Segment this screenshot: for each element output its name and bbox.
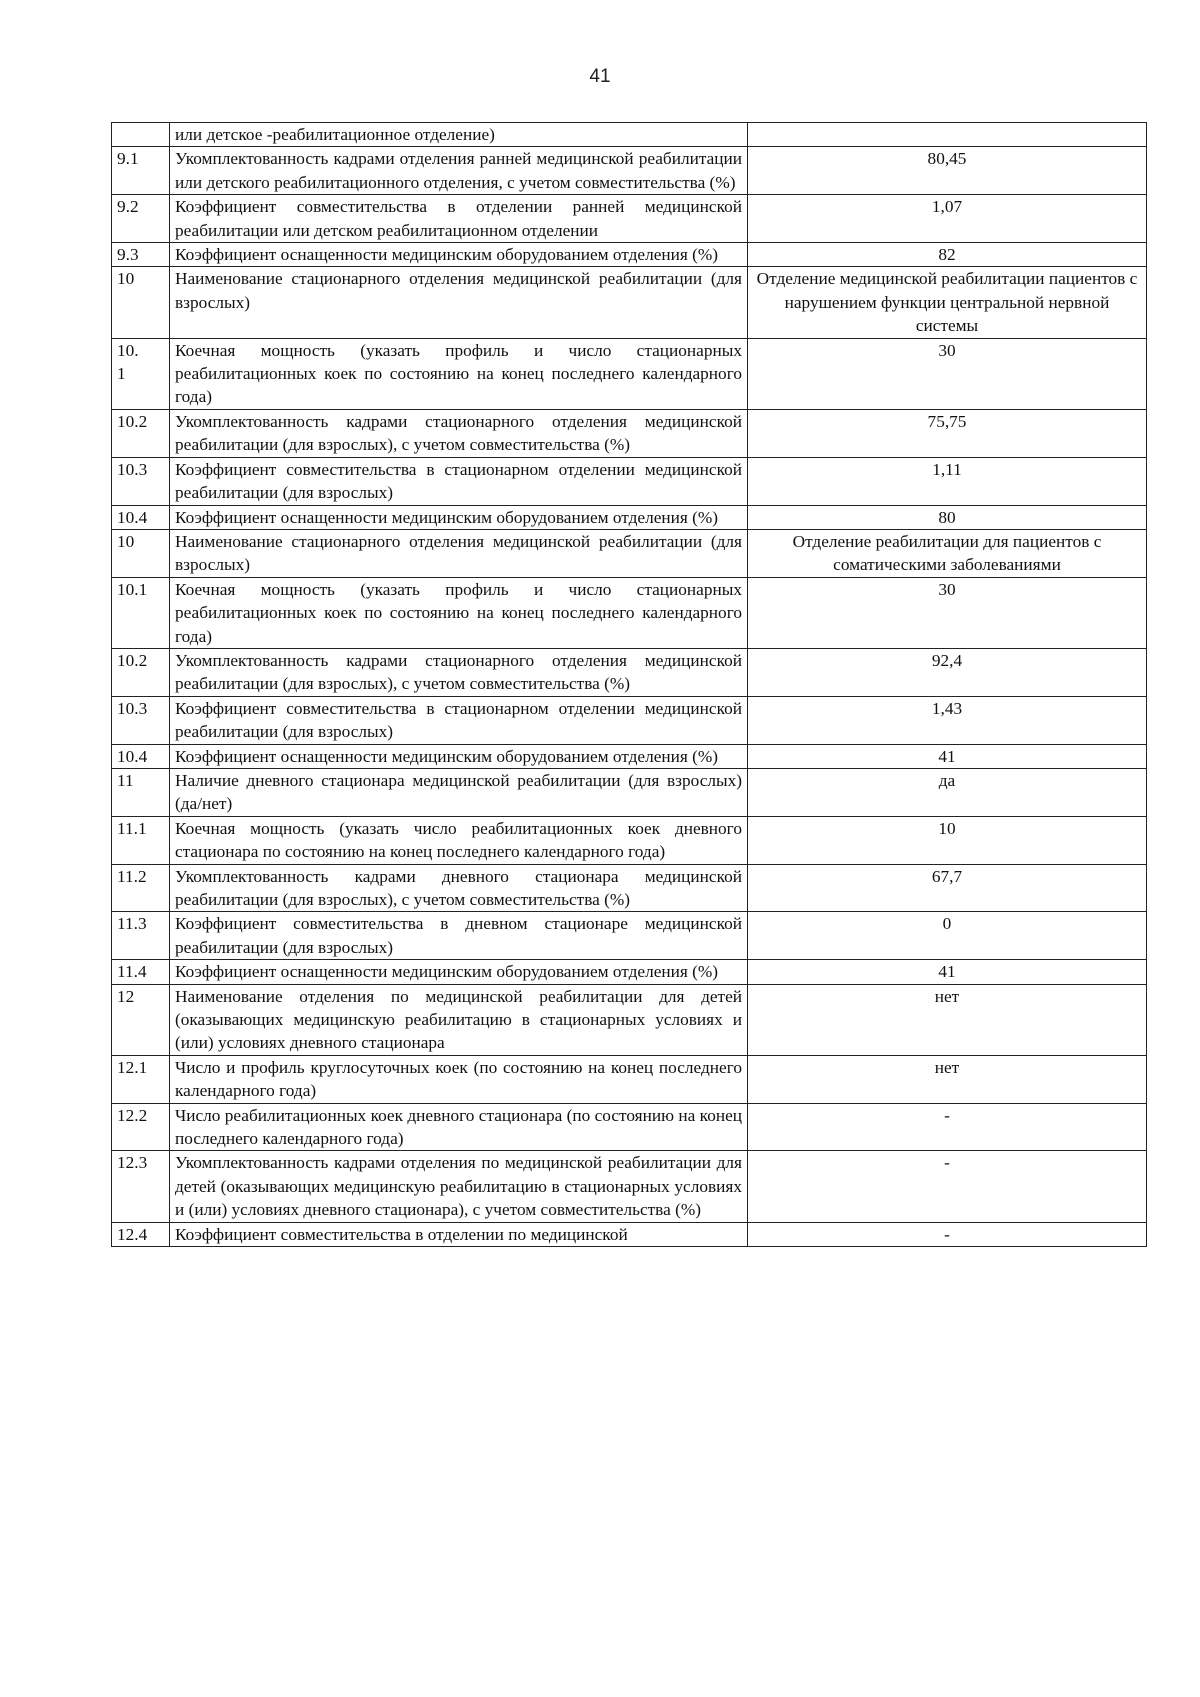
indicator-description: Укомплектованность кадрами дневного стационара медицинской реабилитации (для взрослых), с учетом совместительства (%) bbox=[170, 864, 748, 912]
row-number: 11 bbox=[112, 768, 170, 816]
row-number: 9.3 bbox=[112, 243, 170, 267]
indicator-value: 0 bbox=[748, 912, 1147, 960]
table-row bbox=[112, 338, 1147, 409]
table-row bbox=[112, 195, 1147, 243]
table-row bbox=[112, 505, 1147, 529]
indicator-value: Отделение реабилитации для пациентов с соматическими заболеваниями bbox=[748, 529, 1147, 577]
table-row bbox=[112, 984, 1147, 1055]
table-row bbox=[112, 816, 1147, 864]
page-number: 41 bbox=[589, 66, 611, 87]
table-row bbox=[112, 457, 1147, 505]
table-row bbox=[112, 1055, 1147, 1103]
indicator-description: Коэффициент оснащенности медицинским оборудованием отделения (%) bbox=[170, 744, 748, 768]
row-number: 11.4 bbox=[112, 960, 170, 984]
table-row bbox=[112, 912, 1147, 960]
indicator-description: Укомплектованность кадрами стационарного отделения медицинской реабилитации (для взрослых), с учетом совместительства (%) bbox=[170, 648, 748, 696]
indicator-description: Коэффициент оснащенности медицинским оборудованием отделения (%) bbox=[170, 960, 748, 984]
indicator-value: 80,45 bbox=[748, 147, 1147, 195]
table-row bbox=[112, 768, 1147, 816]
table-row bbox=[112, 123, 1147, 147]
table-row bbox=[112, 529, 1147, 577]
indicator-value: - bbox=[748, 1151, 1147, 1222]
row-number: 10.2 bbox=[112, 409, 170, 457]
row-number: 10.1 bbox=[112, 577, 170, 648]
indicator-value: 30 bbox=[748, 338, 1147, 409]
indicator-value: 1,11 bbox=[748, 457, 1147, 505]
row-number: 11.2 bbox=[112, 864, 170, 912]
row-number: 11.3 bbox=[112, 912, 170, 960]
table-row bbox=[112, 648, 1147, 696]
indicator-value: 67,7 bbox=[748, 864, 1147, 912]
indicator-description: Коечная мощность (указать число реабилитационных коек дневного стационара по состоянию на конец последнего календарного года) bbox=[170, 816, 748, 864]
indicator-value: 41 bbox=[748, 744, 1147, 768]
indicator-value: 1,07 bbox=[748, 195, 1147, 243]
row-number: 10. 1 bbox=[112, 338, 170, 409]
indicator-value: - bbox=[748, 1222, 1147, 1246]
row-number: 10.4 bbox=[112, 744, 170, 768]
indicator-description: Число реабилитационных коек дневного стационара (по состоянию на конец последнего календарного года) bbox=[170, 1103, 748, 1151]
indicator-description: или детское -реабилитационное отделение) bbox=[170, 123, 748, 147]
indicator-value: 80 bbox=[748, 505, 1147, 529]
indicator-value: 1,43 bbox=[748, 696, 1147, 744]
row-number: 10.4 bbox=[112, 505, 170, 529]
table-row bbox=[112, 1103, 1147, 1151]
row-number: 10 bbox=[112, 529, 170, 577]
indicator-description: Наименование отделения по медицинской реабилитации для детей (оказывающих медицинскую реабилитацию в стационарных условиях и (или) условиях дневного стационара bbox=[170, 984, 748, 1055]
indicator-value bbox=[748, 123, 1147, 147]
indicator-description: Коечная мощность (указать профиль и число стационарных реабилитационных коек по состоянию на конец последнего календарного года) bbox=[170, 338, 748, 409]
row-number: 11.1 bbox=[112, 816, 170, 864]
indicator-description: Наименование стационарного отделения медицинской реабилитации (для взрослых) bbox=[170, 267, 748, 338]
indicators-table bbox=[111, 122, 1147, 1247]
indicator-value: 82 bbox=[748, 243, 1147, 267]
row-number: 9.1 bbox=[112, 147, 170, 195]
indicator-value: 10 bbox=[748, 816, 1147, 864]
indicator-value: нет bbox=[748, 984, 1147, 1055]
row-number: 12.1 bbox=[112, 1055, 170, 1103]
indicator-value: 92,4 bbox=[748, 648, 1147, 696]
indicator-description: Укомплектованность кадрами стационарного отделения медицинской реабилитации (для взрослых), с учетом совместительства (%) bbox=[170, 409, 748, 457]
row-number: 10.3 bbox=[112, 457, 170, 505]
table-row bbox=[112, 409, 1147, 457]
indicator-description: Укомплектованность кадрами отделения по медицинской реабилитации для детей (оказывающих медицинскую реабилитацию в стационарных условиях и (или) условиях дневного стационара), с учетом совместительства (%) bbox=[170, 1151, 748, 1222]
indicator-description: Наименование стационарного отделения медицинской реабилитации (для взрослых) bbox=[170, 529, 748, 577]
table-row bbox=[112, 1222, 1147, 1246]
indicator-value: нет bbox=[748, 1055, 1147, 1103]
row-number: 12.2 bbox=[112, 1103, 170, 1151]
table-body bbox=[112, 123, 1147, 1247]
indicator-description: Коэффициент оснащенности медицинским оборудованием отделения (%) bbox=[170, 243, 748, 267]
table-row bbox=[112, 267, 1147, 338]
indicator-value: 41 bbox=[748, 960, 1147, 984]
indicator-value: да bbox=[748, 768, 1147, 816]
table-row bbox=[112, 696, 1147, 744]
table-row bbox=[112, 1151, 1147, 1222]
row-number: 10.2 bbox=[112, 648, 170, 696]
row-number: 10 bbox=[112, 267, 170, 338]
row-number: 12 bbox=[112, 984, 170, 1055]
indicator-description: Коэффициент совместительства в отделении ранней медицинской реабилитации или детском реабилитационном отделении bbox=[170, 195, 748, 243]
indicator-value: 75,75 bbox=[748, 409, 1147, 457]
row-number: 10.3 bbox=[112, 696, 170, 744]
indicator-description: Укомплектованность кадрами отделения ранней медицинской реабилитации или детского реабилитационного отделения, с учетом совместительства (%) bbox=[170, 147, 748, 195]
indicator-description: Коэффициент оснащенности медицинским оборудованием отделения (%) bbox=[170, 505, 748, 529]
table-row bbox=[112, 577, 1147, 648]
indicator-description: Наличие дневного стационара медицинской реабилитации (для взрослых) (да/нет) bbox=[170, 768, 748, 816]
row-number: 12.4 bbox=[112, 1222, 170, 1246]
table-row bbox=[112, 864, 1147, 912]
indicator-value: - bbox=[748, 1103, 1147, 1151]
table-row bbox=[112, 147, 1147, 195]
indicator-value: 30 bbox=[748, 577, 1147, 648]
row-number bbox=[112, 123, 170, 147]
indicator-description: Коэффициент совместительства в отделении по медицинской bbox=[170, 1222, 748, 1246]
indicator-description: Число и профиль круглосуточных коек (по состоянию на конец последнего календарного года) bbox=[170, 1055, 748, 1103]
table-row bbox=[112, 243, 1147, 267]
row-number: 9.2 bbox=[112, 195, 170, 243]
table-row bbox=[112, 960, 1147, 984]
indicator-description: Коэффициент совместительства в стационарном отделении медицинской реабилитации (для взрослых) bbox=[170, 696, 748, 744]
indicator-description: Коечная мощность (указать профиль и число стационарных реабилитационных коек по состоянию на конец последнего календарного года) bbox=[170, 577, 748, 648]
table-row bbox=[112, 744, 1147, 768]
indicator-description: Коэффициент совместительства в стационарном отделении медицинской реабилитации (для взрослых) bbox=[170, 457, 748, 505]
indicator-value: Отделение медицинской реабилитации пациентов с нарушением функции центральной нервной системы bbox=[748, 267, 1147, 338]
row-number: 12.3 bbox=[112, 1151, 170, 1222]
indicator-description: Коэффициент совместительства в дневном стационаре медицинской реабилитации (для взрослых) bbox=[170, 912, 748, 960]
